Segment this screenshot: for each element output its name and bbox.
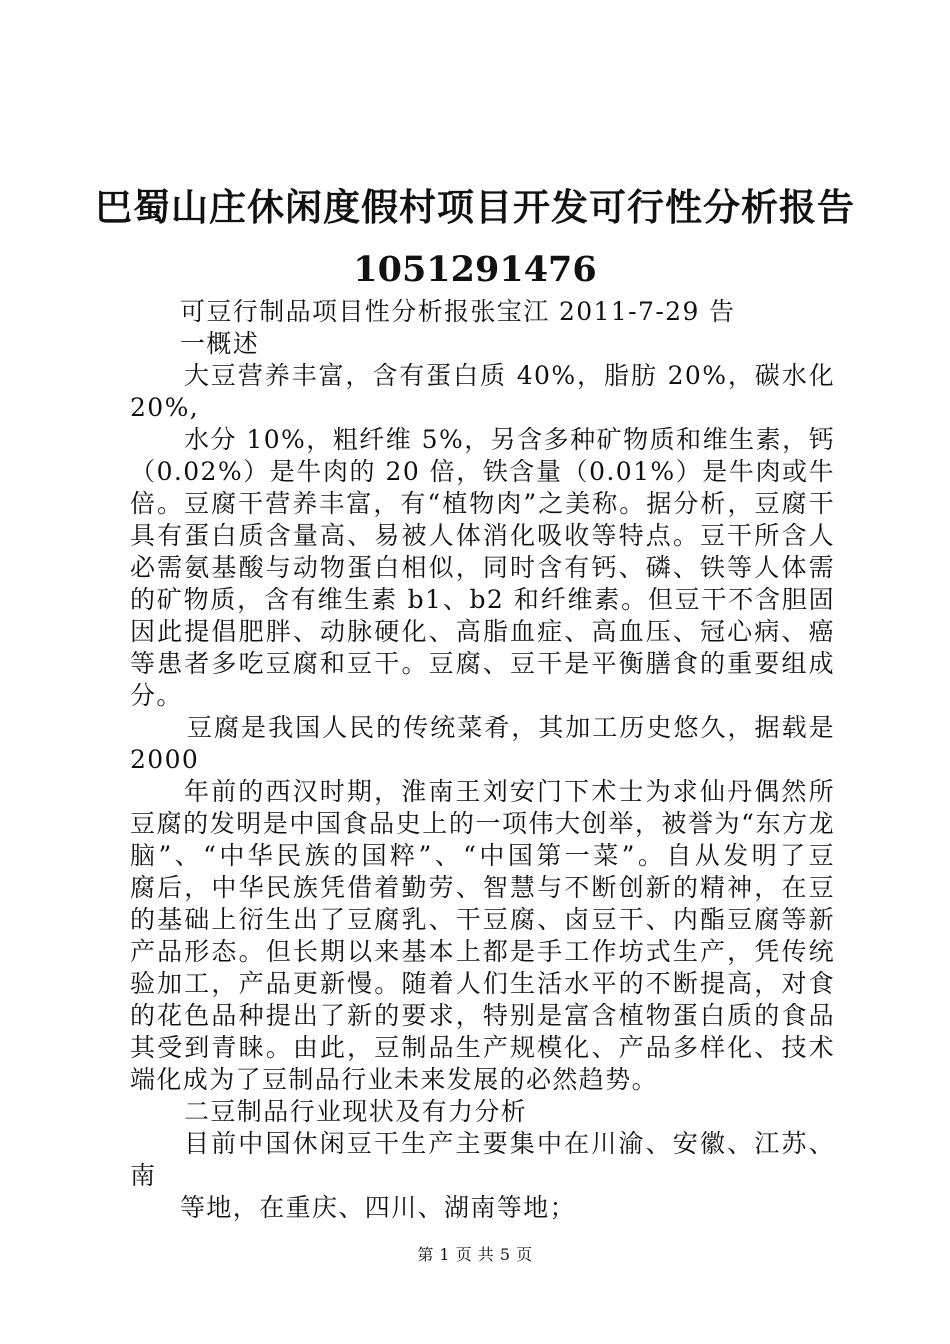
text-line: 腐后，中华民族凭借着勤劳、智慧与不断创新的精神，在豆 (130, 873, 835, 902)
text-line: 倍。豆腐干营养丰富，有“植物肉”之美称。据分析，豆腐干 (130, 489, 835, 518)
document-title-number: 1051291476 (353, 249, 597, 290)
text-line: 的矿物质，含有维生素 b1、b2 和纤维素。但豆干不含胆固 (130, 585, 835, 614)
text-line: 南 (130, 1161, 157, 1190)
text-line: 豆腐的发明是中国食品史上的一项伟大创举，被誉为“东方龙 (130, 809, 835, 838)
page-footer: 第 1 页 共 5 页 (417, 1245, 533, 1264)
text-line: 端化成为了豆制品行业未来发展的必然趋势。 (130, 1065, 659, 1094)
text-line: 必需氨基酸与动物蛋白相似，同时含有钙、磷、铁等人体需 (130, 553, 835, 582)
document-title: 巴蜀山庄休闲度假村项目开发可行性分析报告 (95, 186, 855, 229)
section-heading: 二豆制品行业现状及有力分析 (184, 1097, 528, 1126)
text-line: 其受到青睐。由此，豆制品生产规模化、产品多样化、技术 (130, 1033, 835, 1062)
text-line: 具有蛋白质含量高、易被人体消化吸收等特点。豆干所含人 (130, 521, 835, 550)
text-line: 验加工，产品更新慢。随着人们生活水平的不断提高，对食 (130, 969, 835, 998)
text-line: 目前中国休闲豆干生产主要集中在川渝、安徽、江苏、 (184, 1129, 835, 1158)
text-line: 分。 (130, 681, 183, 710)
text-line: 2000 (130, 745, 200, 774)
text-line: 大豆营养丰富，含有蛋白质 40%，脂肪 20%，碳水化 (184, 361, 835, 390)
text-line: 豆腐是我国人民的传统菜肴，其加工历史悠久，据载是 (187, 713, 835, 742)
text-line: 因此提倡肥胖、动脉硬化、高脂血症、高血压、冠心病、癌 (130, 617, 835, 646)
text-line: 等地，在重庆、四川、湖南等地； (180, 1193, 577, 1222)
text-line: 水分 10%，粗纤维 5%，另含多种矿物质和维生素，钙 (184, 425, 835, 454)
text-line: 等患者多吃豆腐和豆干。豆腐、豆干是平衡膳食的重要组成 (130, 649, 835, 678)
text-line: 脑”、“中华民族的国粹”、“中国第一菜”。自从发明了豆 (130, 841, 835, 870)
text-line: 20%, (130, 393, 200, 422)
text-line: 年前的西汉时期，淮南王刘安门下术士为求仙丹偶然所 (184, 777, 835, 806)
text-line: 产品形态。但长期以来基本上都是手工作坊式生产，凭传统 (130, 937, 835, 966)
document-body (130, 296, 835, 1224)
text-line: 可豆行制品项目性分析报张宝江 2011-7-29 告 (180, 297, 736, 326)
text-line: 的基础上衍生出了豆腐乳、干豆腐、卤豆干、内酯豆腐等新 (130, 905, 835, 934)
section-heading: 一概述 (180, 329, 260, 358)
text-line: （0.02%）是牛肉的 20 倍，铁含量（0.01%）是牛肉或牛 (130, 457, 835, 486)
text-line: 的花色品种提出了新的要求，特别是富含植物蛋白质的食品 (130, 1001, 835, 1030)
